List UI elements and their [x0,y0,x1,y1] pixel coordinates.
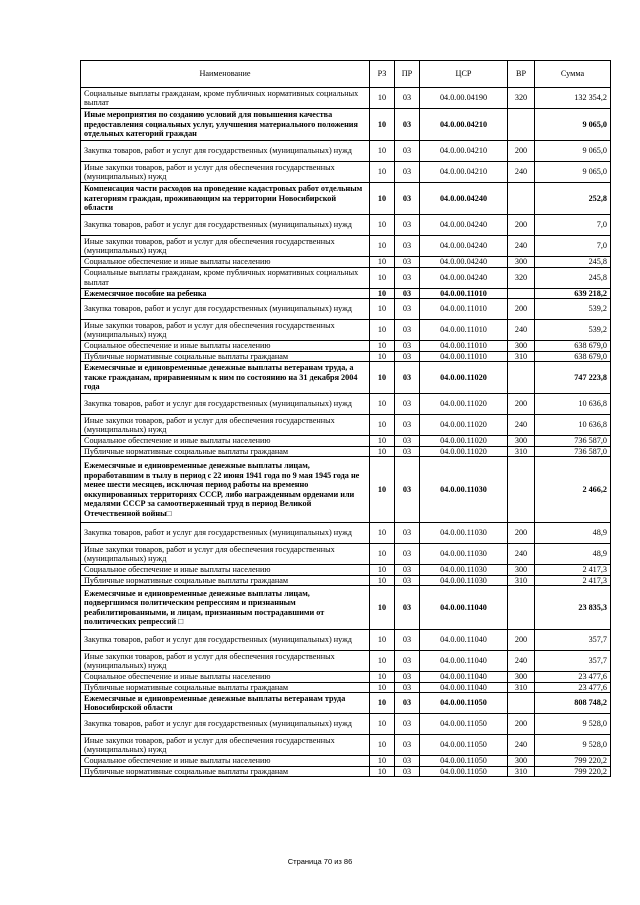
cell-sum: 799 220,2 [535,766,611,777]
cell-rz: 10 [370,351,395,362]
table-row [81,565,611,576]
cell-rz: 10 [370,236,395,257]
cell-rz: 10 [370,446,395,457]
cell-vr: 240 [508,415,535,436]
cell-name: Закупка товаров, работ и услуг для государственных (муниципальных) нужд [81,141,370,162]
cell-name: Иные мероприятия по созданию условий для повышения качества предоставления социальных услуг, улучшения материального положения отдельных категорий граждан [81,109,370,141]
cell-sum: 639 218,2 [535,288,611,299]
table-row [81,756,611,767]
cell-rz: 10 [370,523,395,544]
table-row [81,215,611,236]
cell-name: Социальное обеспечение и иные выплаты населению [81,672,370,683]
cell-sum: 2 417,3 [535,565,611,576]
cell-name: Закупка товаров, работ и услуг для государственных (муниципальных) нужд [81,394,370,415]
cell-pr: 03 [395,523,420,544]
cell-vr: 200 [508,523,535,544]
cell-sum: 10 636,8 [535,415,611,436]
cell-csr: 04.0.00.11050 [420,693,508,714]
cell-pr: 03 [395,109,420,141]
cell-name: Социальное обеспечение и иные выплаты населению [81,565,370,576]
table-row [81,141,611,162]
table-row [81,236,611,257]
cell-rz: 10 [370,575,395,586]
cell-vr: 200 [508,299,535,320]
cell-vr: 300 [508,436,535,447]
cell-sum: 7,0 [535,236,611,257]
cell-sum: 808 748,2 [535,693,611,714]
cell-pr: 03 [395,141,420,162]
table-row [81,682,611,693]
cell-rz: 10 [370,215,395,236]
cell-rz: 10 [370,630,395,651]
cell-pr: 03 [395,682,420,693]
cell-vr [508,288,535,299]
cell-vr [508,362,535,394]
cell-pr: 03 [395,457,420,523]
table-row [81,394,611,415]
cell-rz: 10 [370,394,395,415]
cell-csr: 04.0.00.11010 [420,320,508,341]
cell-csr: 04.0.00.11020 [420,436,508,447]
table-row [81,672,611,683]
cell-rz: 10 [370,141,395,162]
cell-pr: 03 [395,693,420,714]
cell-sum: 9 065,0 [535,141,611,162]
cell-pr: 03 [395,565,420,576]
cell-vr: 310 [508,446,535,457]
cell-pr: 03 [395,651,420,672]
cell-csr: 04.0.00.11030 [420,544,508,565]
cell-csr: 04.0.00.11020 [420,415,508,436]
cell-csr: 04.0.00.11020 [420,394,508,415]
cell-rz: 10 [370,651,395,672]
cell-csr: 04.0.00.11020 [420,362,508,394]
table-row [81,651,611,672]
table-header-row [81,61,611,88]
cell-sum: 638 679,0 [535,341,611,352]
table-row-section [81,586,611,630]
cell-csr: 04.0.00.11030 [420,523,508,544]
cell-name: Иные закупки товаров, работ и услуг для обеспечения государственных (муниципальных) нужд [81,162,370,183]
cell-csr: 04.0.00.11040 [420,651,508,672]
cell-sum: 252,8 [535,183,611,215]
cell-rz: 10 [370,756,395,767]
cell-csr: 04.0.00.04210 [420,109,508,141]
cell-pr: 03 [395,215,420,236]
cell-rz: 10 [370,415,395,436]
column-header-sum: Сумма [535,61,611,88]
cell-rz: 10 [370,565,395,576]
cell-pr: 03 [395,88,420,109]
cell-csr: 04.0.00.11040 [420,586,508,630]
cell-rz: 10 [370,162,395,183]
cell-rz: 10 [370,672,395,683]
cell-name: Закупка товаров, работ и услуг для государственных (муниципальных) нужд [81,215,370,236]
cell-name: Иные закупки товаров, работ и услуг для обеспечения государственных (муниципальных) нужд [81,651,370,672]
cell-sum: 2 466,2 [535,457,611,523]
cell-csr: 04.0.00.04240 [420,215,508,236]
cell-csr: 04.0.00.11050 [420,766,508,777]
cell-vr [508,457,535,523]
table-row [81,162,611,183]
cell-csr: 04.0.00.11030 [420,575,508,586]
cell-csr: 04.0.00.11040 [420,672,508,683]
table-row-section [81,288,611,299]
table-row [81,630,611,651]
cell-name: Иные закупки товаров, работ и услуг для обеспечения государственных (муниципальных) нужд [81,320,370,341]
cell-csr: 04.0.00.04240 [420,257,508,268]
cell-pr: 03 [395,341,420,352]
table-row [81,575,611,586]
cell-vr [508,109,535,141]
cell-sum: 23 477,6 [535,672,611,683]
cell-pr: 03 [395,415,420,436]
cell-name: Иные закупки товаров, работ и услуг для обеспечения государственных (муниципальных) нужд [81,735,370,756]
column-header-vr: ВР [508,61,535,88]
cell-pr: 03 [395,756,420,767]
cell-sum: 10 636,8 [535,394,611,415]
cell-name: Публичные нормативные социальные выплаты гражданам [81,446,370,457]
cell-sum: 9 528,0 [535,735,611,756]
cell-vr: 240 [508,236,535,257]
cell-rz: 10 [370,586,395,630]
cell-csr: 04.0.00.11010 [420,341,508,352]
cell-pr: 03 [395,162,420,183]
cell-sum: 357,7 [535,651,611,672]
cell-vr: 240 [508,735,535,756]
table-row-section [81,109,611,141]
cell-rz: 10 [370,267,395,288]
cell-sum: 9 528,0 [535,714,611,735]
budget-table [80,60,611,777]
cell-vr: 200 [508,215,535,236]
cell-name: Публичные нормативные социальные выплаты гражданам [81,575,370,586]
cell-rz: 10 [370,766,395,777]
cell-pr: 03 [395,288,420,299]
cell-name: Ежемесячные и единовременные денежные выплаты ветеранам труда, а также гражданам, приравненным к ним по состоянию на 31 декабря 2004 года [81,362,370,394]
table-row-section [81,693,611,714]
cell-name: Ежемесячные и единовременные денежные выплаты лицам, проработавшим в тылу в период с 22 июня 1941 года по 9 мая 1945 года не менее шести месяцев, исключая период работы на временно оккупированных территориях СССР, либо награжденным орденами или медалями СССР за самоотверженный труд в период Великой Отечественной войны□ [81,457,370,523]
cell-sum: 747 223,8 [535,362,611,394]
table-row [81,766,611,777]
cell-sum: 132 354,2 [535,88,611,109]
cell-sum: 48,9 [535,523,611,544]
cell-pr: 03 [395,351,420,362]
cell-csr: 04.0.00.04240 [420,267,508,288]
cell-pr: 03 [395,630,420,651]
cell-rz: 10 [370,457,395,523]
cell-pr: 03 [395,714,420,735]
cell-csr: 04.0.00.11040 [420,630,508,651]
cell-pr: 03 [395,362,420,394]
cell-vr: 200 [508,630,535,651]
table-row [81,257,611,268]
cell-rz: 10 [370,257,395,268]
cell-name: Закупка товаров, работ и услуг для государственных (муниципальных) нужд [81,299,370,320]
cell-rz: 10 [370,735,395,756]
cell-rz: 10 [370,288,395,299]
table-row-section [81,362,611,394]
cell-rz: 10 [370,714,395,735]
cell-csr: 04.0.00.11010 [420,288,508,299]
table-row [81,320,611,341]
cell-rz: 10 [370,183,395,215]
table-row [81,267,611,288]
cell-rz: 10 [370,299,395,320]
cell-name: Социальные выплаты гражданам, кроме публичных нормативных социальных выплат [81,267,370,288]
cell-name: Социальное обеспечение и иные выплаты населению [81,756,370,767]
cell-vr [508,183,535,215]
cell-pr: 03 [395,299,420,320]
column-header-pr: ПР [395,61,420,88]
cell-vr: 200 [508,394,535,415]
cell-sum: 638 679,0 [535,351,611,362]
cell-vr: 240 [508,162,535,183]
cell-sum: 9 065,0 [535,162,611,183]
cell-pr: 03 [395,672,420,683]
cell-csr: 04.0.00.11010 [420,299,508,320]
cell-name: Ежемесячное пособие на ребенка [81,288,370,299]
table-row [81,415,611,436]
cell-vr: 310 [508,575,535,586]
cell-pr: 03 [395,544,420,565]
cell-name: Социальное обеспечение и иные выплаты населению [81,436,370,447]
cell-sum: 48,9 [535,544,611,565]
page-footer: Страница 70 из 86 [287,857,353,866]
cell-name: Социальное обеспечение и иные выплаты населению [81,341,370,352]
column-header-rz: РЗ [370,61,395,88]
column-header-name: Наименование [81,61,370,88]
cell-vr: 320 [508,267,535,288]
cell-name: Ежемесячные и единовременные денежные выплаты ветеранам труда Новосибирской области [81,693,370,714]
cell-csr: 04.0.00.04190 [420,88,508,109]
cell-name: Закупка товаров, работ и услуг для государственных (муниципальных) нужд [81,630,370,651]
cell-sum: 23 477,6 [535,682,611,693]
cell-vr: 300 [508,257,535,268]
table-row [81,351,611,362]
cell-name: Иные закупки товаров, работ и услуг для обеспечения государственных (муниципальных) нужд [81,415,370,436]
cell-pr: 03 [395,320,420,341]
cell-sum: 539,2 [535,299,611,320]
column-header-csr: ЦСР [420,61,508,88]
cell-sum: 736 587,0 [535,436,611,447]
cell-sum: 23 835,3 [535,586,611,630]
cell-pr: 03 [395,267,420,288]
cell-vr: 240 [508,320,535,341]
cell-vr: 320 [508,88,535,109]
table-row [81,446,611,457]
cell-vr: 240 [508,651,535,672]
cell-rz: 10 [370,341,395,352]
cell-vr: 310 [508,351,535,362]
cell-sum: 2 417,3 [535,575,611,586]
cell-pr: 03 [395,183,420,215]
cell-rz: 10 [370,436,395,447]
cell-sum: 799 220,2 [535,756,611,767]
cell-vr [508,693,535,714]
cell-sum: 539,2 [535,320,611,341]
cell-name: Публичные нормативные социальные выплаты гражданам [81,682,370,693]
cell-rz: 10 [370,88,395,109]
cell-pr: 03 [395,236,420,257]
cell-pr: 03 [395,586,420,630]
cell-vr: 240 [508,544,535,565]
table-row [81,341,611,352]
cell-vr: 310 [508,766,535,777]
cell-name: Публичные нормативные социальные выплаты гражданам [81,351,370,362]
table-row [81,523,611,544]
cell-pr: 03 [395,394,420,415]
cell-csr: 04.0.00.11050 [420,714,508,735]
cell-vr: 300 [508,756,535,767]
cell-vr: 300 [508,341,535,352]
table-row [81,299,611,320]
cell-sum: 9 065,0 [535,109,611,141]
cell-csr: 04.0.00.04210 [420,162,508,183]
cell-name: Социальные выплаты гражданам, кроме публичных нормативных социальных выплат [81,88,370,109]
cell-csr: 04.0.00.11040 [420,682,508,693]
cell-name: Закупка товаров, работ и услуг для государственных (муниципальных) нужд [81,523,370,544]
cell-pr: 03 [395,735,420,756]
cell-rz: 10 [370,109,395,141]
cell-csr: 04.0.00.11030 [420,457,508,523]
table-row [81,714,611,735]
cell-name: Иные закупки товаров, работ и услуг для обеспечения государственных (муниципальных) нужд [81,236,370,257]
cell-vr: 310 [508,682,535,693]
cell-sum: 357,7 [535,630,611,651]
cell-pr: 03 [395,436,420,447]
cell-vr: 200 [508,141,535,162]
cell-sum: 736 587,0 [535,446,611,457]
cell-csr: 04.0.00.04210 [420,141,508,162]
cell-pr: 03 [395,766,420,777]
cell-csr: 04.0.00.11020 [420,446,508,457]
cell-vr: 300 [508,565,535,576]
table-row-section [81,457,611,523]
cell-sum: 245,8 [535,257,611,268]
cell-pr: 03 [395,257,420,268]
table-row [81,436,611,447]
cell-rz: 10 [370,362,395,394]
cell-csr: 04.0.00.04240 [420,236,508,257]
cell-rz: 10 [370,544,395,565]
cell-rz: 10 [370,682,395,693]
cell-rz: 10 [370,320,395,341]
table-row [81,88,611,109]
cell-rz: 10 [370,693,395,714]
cell-name: Ежемесячные и единовременные денежные выплаты лицам, подвергшимся политическим репрессиям и признанным реабилитированными, и лицам, признанным пострадавшими от политических репрессий □ [81,586,370,630]
cell-pr: 03 [395,446,420,457]
cell-vr [508,586,535,630]
cell-pr: 03 [395,575,420,586]
cell-sum: 7,0 [535,215,611,236]
cell-csr: 04.0.00.04240 [420,183,508,215]
table-body [81,88,611,777]
table-row [81,544,611,565]
cell-csr: 04.0.00.11010 [420,351,508,362]
cell-csr: 04.0.00.11050 [420,756,508,767]
cell-vr: 300 [508,672,535,683]
cell-vr: 200 [508,714,535,735]
cell-csr: 04.0.00.11050 [420,735,508,756]
cell-name: Социальное обеспечение и иные выплаты населению [81,257,370,268]
table-row [81,735,611,756]
cell-csr: 04.0.00.11030 [420,565,508,576]
table-row-section [81,183,611,215]
cell-name: Иные закупки товаров, работ и услуг для обеспечения государственных (муниципальных) нужд [81,544,370,565]
cell-name: Закупка товаров, работ и услуг для государственных (муниципальных) нужд [81,714,370,735]
cell-name: Публичные нормативные социальные выплаты гражданам [81,766,370,777]
cell-name: Компенсация части расходов на проведение кадастровых работ отдельным категориям граждан, проживающим на территории Новосибирской области [81,183,370,215]
cell-sum: 245,8 [535,267,611,288]
